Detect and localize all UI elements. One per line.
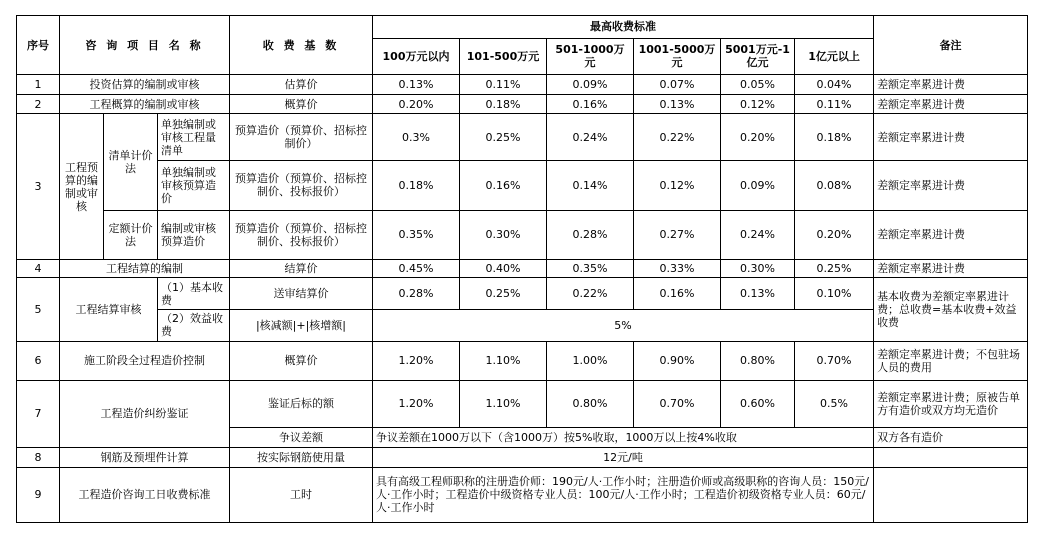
rate-cell: 0.18% [373,161,460,210]
project-name: 工程结算的编制 [60,259,230,277]
rate-cell: 1.10% [460,341,547,380]
fee-basis: 鉴证后标的额 [230,380,373,427]
rate-cell: 0.80% [547,380,634,427]
rate-cell: 0.22% [634,114,721,161]
rate-cell: 0.40% [460,259,547,277]
rate-cell: 0.05% [721,75,795,94]
table-row [17,448,1028,467]
note-cell: 差额定率累进计费；不包驻场人员的费用 [874,341,1028,380]
rate-cell: 0.60% [721,380,795,427]
rate-cell: 0.16% [460,161,547,210]
tier-header: 1001-5000万元 [634,38,721,75]
note-cell: 差额定率累进计费 [874,94,1028,113]
rate-cell: 0.10% [795,278,874,310]
sub-item: （2）效益收费 [158,309,230,341]
table-row [17,341,1028,380]
rate-cell: 0.25% [460,114,547,161]
rate-cell: 0.28% [547,210,634,259]
rate-cell: 0.45% [373,259,460,277]
rate-cell: 0.12% [721,94,795,113]
rate-cell: 0.13% [721,278,795,310]
table-row [17,210,1028,259]
rate-cell: 0.18% [795,114,874,161]
rate-cell: 0.18% [460,94,547,113]
table-row [17,467,1028,522]
fee-basis: 预算造价（预算价、招标控制价、投标报价） [230,210,373,259]
row-number: 1 [17,75,60,94]
fee-basis: |核减额|+|核增额| [230,309,373,341]
rate-cell: 0.30% [721,259,795,277]
project-group-name: 工程预算的编制或审核 [60,114,104,259]
header-max-standard: 最高收费标准 [373,16,874,39]
fee-basis: 概算价 [230,94,373,113]
rate-cell: 0.30% [460,210,547,259]
project-name: 钢筋及预埋件计算 [60,448,230,467]
fee-basis: 概算价 [230,341,373,380]
rate-cell: 0.24% [721,210,795,259]
rate-cell: 0.35% [547,259,634,277]
row-number: 4 [17,259,60,277]
rate-cell: 0.27% [634,210,721,259]
rate-cell: 0.5% [795,380,874,427]
note-cell [874,467,1028,522]
note-cell [874,448,1028,467]
fee-basis: 预算造价（预算价、招标控制价、投标报价） [230,161,373,210]
tier-header: 101-500万元 [460,38,547,75]
pricing-method: 定额计价法 [104,210,158,259]
fee-basis: 按实际钢筋使用量 [230,448,373,467]
merged-rate-cell: 5% [373,309,874,341]
merged-rate-cell: 争议差额在1000万以下（含1000万）按5%收取，1000万以上按4%收取 [373,427,874,447]
rate-cell: 0.16% [634,278,721,310]
rate-cell: 0.13% [373,75,460,94]
row-number: 3 [17,114,60,259]
row-number: 6 [17,341,60,380]
note-cell: 基本收费为差额定率累进计费；总收费=基本收费+效益收费 [874,278,1028,342]
rate-cell: 0.07% [634,75,721,94]
fee-basis: 预算造价（预算价、招标控制价） [230,114,373,161]
tier-header: 501-1000万元 [547,38,634,75]
table-row [17,259,1028,277]
row-number: 2 [17,94,60,113]
row-number: 7 [17,380,60,448]
rate-cell: 0.25% [460,278,547,310]
fee-basis: 工时 [230,467,373,522]
project-name: 工程结算审核 [60,278,158,342]
project-name: 投资估算的编制或审核 [60,75,230,94]
rate-cell: 0.09% [547,75,634,94]
rate-cell: 0.13% [634,94,721,113]
row-number: 9 [17,467,60,522]
sub-item: 单独编制或审核工程量清单 [158,114,230,161]
rate-cell: 0.09% [721,161,795,210]
rate-cell: 0.3% [373,114,460,161]
rate-cell: 0.70% [795,341,874,380]
project-name: 工程概算的编制或审核 [60,94,230,113]
rate-cell: 0.12% [634,161,721,210]
fee-basis: 结算价 [230,259,373,277]
project-name: 施工阶段全过程造价控制 [60,341,230,380]
sub-item: 编制或审核预算造价 [158,210,230,259]
rate-cell: 0.33% [634,259,721,277]
rate-cell: 0.28% [373,278,460,310]
merged-rate-cell: 12元/吨 [373,448,874,467]
rate-cell: 0.20% [373,94,460,113]
table-row [17,278,1028,310]
sub-item: 单独编制或审核预算造价 [158,161,230,210]
table-row [17,114,1028,161]
rate-cell: 0.14% [547,161,634,210]
rate-cell: 1.20% [373,380,460,427]
merged-rate-cell: 具有高级工程师职称的注册造价师：190元/人·工作小时；注册造价师或高级职称的咨询人员：150元/人·工作小时；工程造价中级资格专业人员：100元/人·工作小时；工程造价初级资格专业人员：60元/人·工作小时 [373,467,874,522]
tier-header: 5001万元-1亿元 [721,38,795,75]
rate-cell: 0.24% [547,114,634,161]
rate-cell: 0.80% [721,341,795,380]
rate-cell: 0.90% [634,341,721,380]
sub-item: （1）基本收费 [158,278,230,310]
fee-basis: 估算价 [230,75,373,94]
note-cell: 差额定率累进计费 [874,259,1028,277]
rate-cell: 0.08% [795,161,874,210]
tier-header: 100万元以内 [373,38,460,75]
rate-cell: 0.16% [547,94,634,113]
rate-cell: 0.20% [795,210,874,259]
rate-cell: 0.20% [721,114,795,161]
header-seq: 序号 [17,16,60,75]
rate-cell: 0.35% [373,210,460,259]
rate-cell: 1.00% [547,341,634,380]
project-name: 工程造价咨询工日收费标准 [60,467,230,522]
rate-cell: 1.20% [373,341,460,380]
row-number: 8 [17,448,60,467]
table-row [17,161,1028,210]
rate-cell: 0.22% [547,278,634,310]
rate-cell: 0.04% [795,75,874,94]
table-row [17,75,1028,94]
pricing-method: 清单计价法 [104,114,158,210]
fee-basis: 送审结算价 [230,278,373,310]
table-row [17,94,1028,113]
note-cell: 双方各有造价 [874,427,1028,447]
header-project: 咨 询 项 目 名 称 [60,16,230,75]
rate-cell: 0.25% [795,259,874,277]
fee-standard-table [16,15,1028,523]
header-basis: 收 费 基 数 [230,16,373,75]
note-cell: 差额定率累进计费 [874,210,1028,259]
rate-cell: 0.11% [460,75,547,94]
tier-header: 1亿元以上 [795,38,874,75]
header-note: 备注 [874,16,1028,75]
note-cell: 差额定率累进计费 [874,75,1028,94]
fee-basis: 争议差额 [230,427,373,447]
note-cell: 差额定率累进计费 [874,114,1028,161]
row-number: 5 [17,278,60,342]
rate-cell: 0.70% [634,380,721,427]
note-cell: 差额定率累进计费 [874,161,1028,210]
project-name: 工程造价纠纷鉴证 [60,380,230,448]
note-cell: 差额定率累进计费；原被告单方有造价或双方均无造价 [874,380,1028,427]
table-row [17,380,1028,427]
rate-cell: 1.10% [460,380,547,427]
rate-cell: 0.11% [795,94,874,113]
